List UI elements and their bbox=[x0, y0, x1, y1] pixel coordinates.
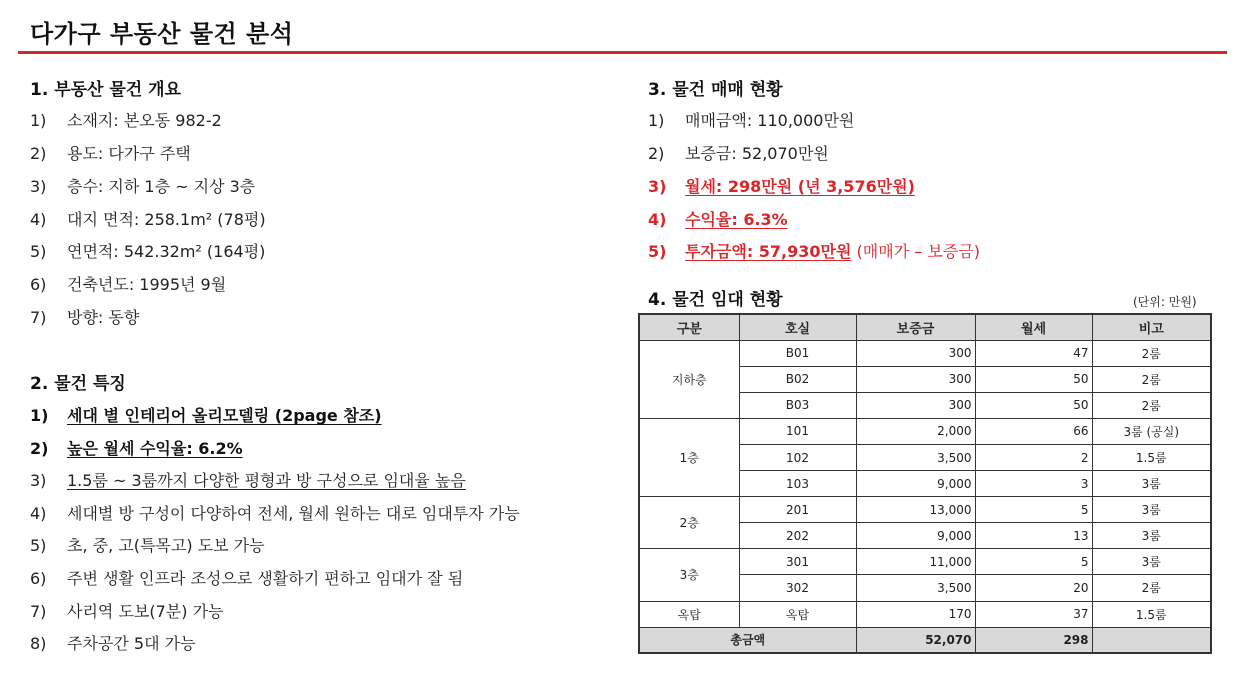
overview-item: 3) 층수: 지하 1층 ~ 지상 3층 bbox=[30, 177, 256, 196]
feature-item: 8) 주차공간 5대 가능 bbox=[30, 634, 196, 653]
sale-item-yield: 4) 수익율: 6.3% bbox=[648, 210, 788, 229]
deposit-cell: 170 bbox=[856, 601, 975, 627]
header-floor: 구분 bbox=[639, 314, 739, 340]
feature-item: 4) 세대별 방 구성이 다양하여 전세, 월세 원하는 대로 임대투자 가능 bbox=[30, 504, 520, 523]
rent-cell: 50 bbox=[975, 366, 1092, 392]
room-cell: 옥탑 bbox=[739, 601, 856, 627]
feature-item: 2) 높은 월세 수익율: 6.2% bbox=[30, 439, 243, 458]
table-total-row bbox=[639, 627, 1211, 653]
note-cell: 2룸 bbox=[1092, 366, 1211, 392]
feature-item: 5) 초, 중, 고(특목고) 도보 가능 bbox=[30, 536, 265, 555]
rent-cell: 20 bbox=[975, 575, 1092, 601]
feature-item: 1) 세대 별 인테리어 올리모델링 (2page 참조) bbox=[30, 406, 382, 425]
floor-cell: 지하층 bbox=[639, 340, 739, 418]
overview-item: 1) 소재지: 본오동 982-2 bbox=[30, 111, 222, 130]
rent-cell: 66 bbox=[975, 418, 1092, 444]
note-cell: 3룸 bbox=[1092, 549, 1211, 575]
rent-table bbox=[638, 313, 1212, 654]
deposit-cell: 300 bbox=[856, 392, 975, 418]
rent-cell: 5 bbox=[975, 549, 1092, 575]
deposit-cell: 9,000 bbox=[856, 523, 975, 549]
room-cell: 202 bbox=[739, 523, 856, 549]
feature-item: 7) 사리역 도보(7분) 가능 bbox=[30, 602, 224, 621]
rent-cell: 47 bbox=[975, 340, 1092, 366]
note-cell: 1.5룸 bbox=[1092, 601, 1211, 627]
overview-item: 6) 건축년도: 1995년 9월 bbox=[30, 275, 227, 294]
room-cell: 103 bbox=[739, 471, 856, 497]
note-cell: 2룸 bbox=[1092, 340, 1211, 366]
table-row bbox=[639, 549, 1211, 575]
deposit-cell: 3,500 bbox=[856, 575, 975, 601]
overview-item: 7) 방향: 동향 bbox=[30, 308, 140, 327]
rent-cell: 2 bbox=[975, 444, 1092, 470]
room-cell: B03 bbox=[739, 392, 856, 418]
table-row bbox=[639, 340, 1211, 366]
rent-cell: 3 bbox=[975, 471, 1092, 497]
overview-item: 2) 용도: 다가구 주택 bbox=[30, 144, 191, 163]
rent-cell: 5 bbox=[975, 497, 1092, 523]
header-rent: 월세 bbox=[975, 314, 1092, 340]
floor-cell: 2층 bbox=[639, 497, 739, 549]
page-title: 다가구 부동산 물건 분석 bbox=[30, 20, 294, 48]
rent-cell: 50 bbox=[975, 392, 1092, 418]
room-cell: B01 bbox=[739, 340, 856, 366]
room-cell: 101 bbox=[739, 418, 856, 444]
deposit-cell: 300 bbox=[856, 366, 975, 392]
total-rent: 298 bbox=[975, 627, 1092, 653]
deposit-cell: 9,000 bbox=[856, 471, 975, 497]
section4-heading: 4. 물건 임대 현황 bbox=[648, 290, 783, 310]
table-header-row bbox=[639, 314, 1211, 340]
room-cell: B02 bbox=[739, 366, 856, 392]
sale-item-rent: 3) 월세: 298만원 (년 3,576만원) bbox=[648, 177, 915, 196]
floor-cell: 1층 bbox=[639, 418, 739, 496]
floor-cell: 3층 bbox=[639, 549, 739, 601]
total-note bbox=[1092, 627, 1211, 653]
rent-cell: 13 bbox=[975, 523, 1092, 549]
note-cell: 3룸 bbox=[1092, 523, 1211, 549]
deposit-cell: 3,500 bbox=[856, 444, 975, 470]
section3-heading: 3. 물건 매매 현황 bbox=[648, 80, 783, 100]
room-cell: 301 bbox=[739, 549, 856, 575]
note-cell: 2룸 bbox=[1092, 575, 1211, 601]
sale-item: 2) 보증금: 52,070만원 bbox=[648, 144, 829, 163]
deposit-cell: 2,000 bbox=[856, 418, 975, 444]
room-cell: 302 bbox=[739, 575, 856, 601]
feature-item: 3) 1.5룸 ~ 3룸까지 다양한 평형과 방 구성으로 임대율 높음 bbox=[30, 471, 466, 490]
header-note: 비고 bbox=[1092, 314, 1211, 340]
table-row bbox=[639, 601, 1211, 627]
total-label: 총금액 bbox=[639, 627, 856, 653]
table-row bbox=[639, 418, 1211, 444]
sale-item: 1) 매매금액: 110,000만원 bbox=[648, 111, 855, 130]
rent-cell: 37 bbox=[975, 601, 1092, 627]
room-cell: 102 bbox=[739, 444, 856, 470]
table-row bbox=[639, 497, 1211, 523]
total-deposit: 52,070 bbox=[856, 627, 975, 653]
note-cell: 3룸 (공실) bbox=[1092, 418, 1211, 444]
sale-item-investment: 5) 투자금액: 57,930만원 (매매가 – 보증금) bbox=[648, 242, 980, 261]
floor-cell: 옥탑 bbox=[639, 601, 739, 627]
note-cell: 3룸 bbox=[1092, 497, 1211, 523]
header-room: 호실 bbox=[739, 314, 856, 340]
section1-heading: 1. 부동산 물건 개요 bbox=[30, 80, 181, 100]
room-cell: 201 bbox=[739, 497, 856, 523]
feature-item: 6) 주변 생활 인프라 조성으로 생활하기 편하고 임대가 잘 됨 bbox=[30, 569, 464, 588]
title-divider bbox=[18, 51, 1227, 54]
deposit-cell: 11,000 bbox=[856, 549, 975, 575]
deposit-cell: 300 bbox=[856, 340, 975, 366]
note-cell: 1.5룸 bbox=[1092, 444, 1211, 470]
header-deposit: 보증금 bbox=[856, 314, 975, 340]
note-cell: 3룸 bbox=[1092, 471, 1211, 497]
note-cell: 2룸 bbox=[1092, 392, 1211, 418]
section2-heading: 2. 물건 특징 bbox=[30, 374, 126, 394]
unit-label: (단위: 만원) bbox=[1133, 295, 1197, 309]
overview-item: 5) 연면적: 542.32m² (164평) bbox=[30, 242, 266, 261]
deposit-cell: 13,000 bbox=[856, 497, 975, 523]
overview-item: 4) 대지 면적: 258.1m² (78평) bbox=[30, 210, 266, 229]
